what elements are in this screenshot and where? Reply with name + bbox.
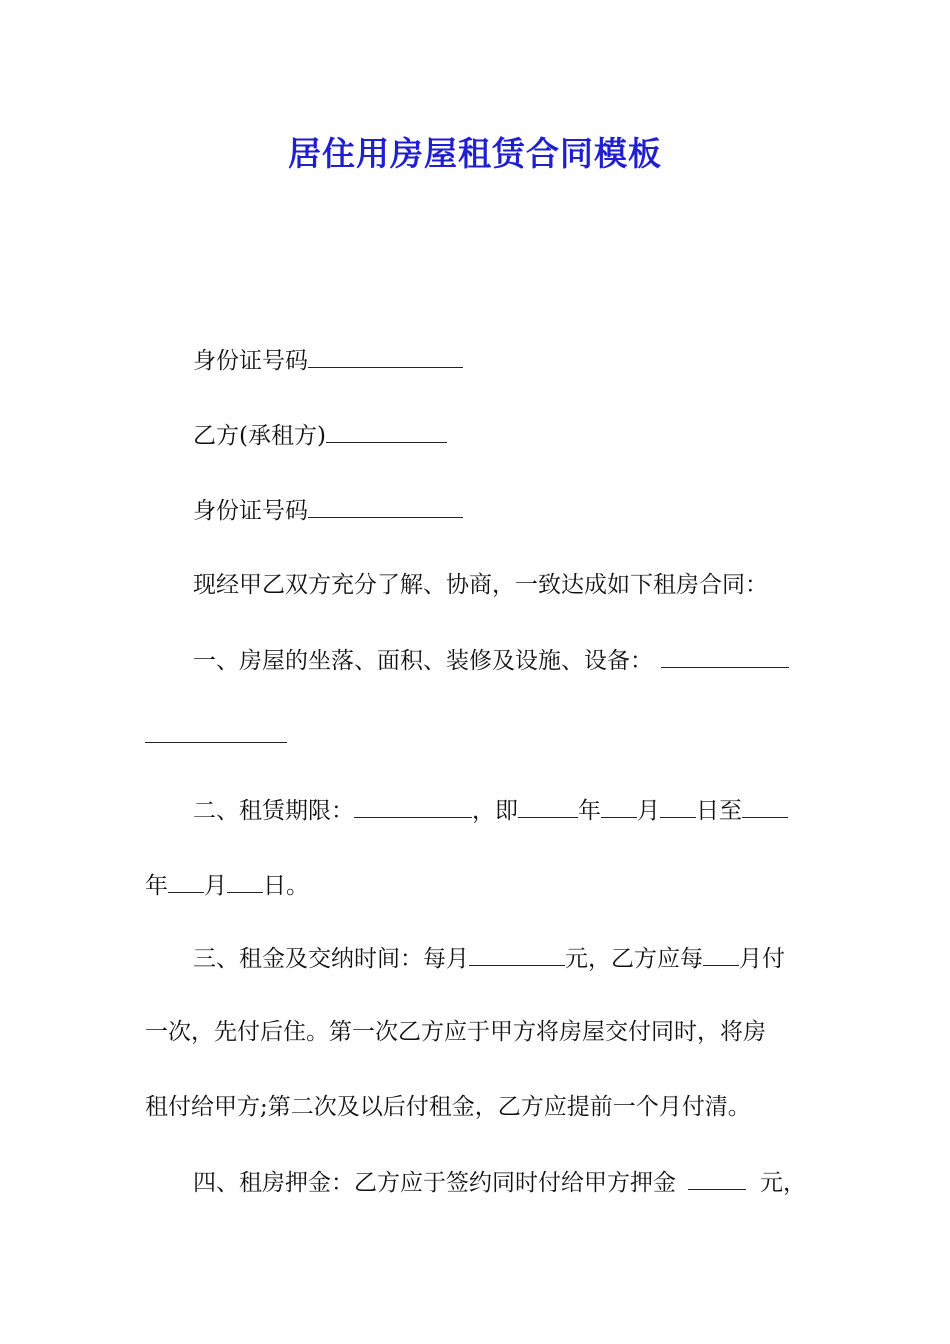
agreement-intro-text: 现经甲乙双方充分了解、协商，一致达成如下租房合同： bbox=[193, 572, 768, 598]
property-details-blank-2[interactable] bbox=[145, 720, 287, 743]
id-number-blank[interactable] bbox=[308, 345, 463, 368]
monthly-rent-blank[interactable] bbox=[469, 943, 565, 966]
document-title: 居住用房屋租赁合同模板 bbox=[288, 134, 662, 173]
start-day-blank[interactable] bbox=[660, 795, 696, 818]
payment-interval-blank[interactable] bbox=[703, 943, 739, 966]
clause-2-line bbox=[193, 795, 788, 826]
clause-3-continuation-1 bbox=[145, 1017, 766, 1047]
clause-2-label: 二、租赁期限： bbox=[193, 798, 354, 824]
id-number-line-1 bbox=[193, 345, 463, 376]
property-details-blank[interactable] bbox=[661, 645, 789, 668]
end-day-blank[interactable] bbox=[227, 870, 263, 893]
party-b-line bbox=[193, 420, 447, 451]
year-label: 年 bbox=[578, 798, 601, 824]
party-b-blank[interactable] bbox=[326, 420, 447, 443]
day-to-label: 日至 bbox=[696, 798, 742, 824]
clause-3-continuation-2 bbox=[145, 1092, 751, 1122]
end-month-blank[interactable] bbox=[168, 870, 204, 893]
lease-term-blank[interactable] bbox=[354, 795, 472, 818]
clause-3-yuan: 元，乙方应每 bbox=[565, 946, 703, 972]
clause-1-continuation bbox=[145, 720, 287, 751]
clause-3-label: 三、租金及交纳时间：每月 bbox=[193, 946, 469, 972]
clause-4-yuan: 元， bbox=[760, 1170, 806, 1196]
clause-3-line bbox=[193, 943, 785, 974]
id-number-label: 身份证号码 bbox=[193, 498, 308, 524]
party-b-label: 乙方(承租方) bbox=[193, 423, 326, 449]
year-label: 年 bbox=[145, 873, 168, 899]
day-end-label: 日。 bbox=[263, 873, 309, 899]
clause-1-text: 一、房屋的坐落、面积、装修及设施、设备： bbox=[193, 648, 653, 674]
clause-3-month-pay: 月付 bbox=[739, 946, 785, 972]
id-number-line-2 bbox=[193, 495, 463, 526]
clause-2-continuation bbox=[145, 870, 309, 901]
id-number-blank[interactable] bbox=[308, 495, 463, 518]
id-number-label: 身份证号码 bbox=[193, 348, 308, 374]
end-year-blank[interactable] bbox=[742, 795, 788, 818]
start-month-blank[interactable] bbox=[601, 795, 637, 818]
month-label: 月 bbox=[204, 873, 227, 899]
agreement-intro bbox=[193, 570, 768, 600]
clause-3-text-2: 一次，先付后住。第一次乙方应于甲方将房屋交付同时，将房 bbox=[145, 1019, 766, 1045]
month-label: 月 bbox=[637, 798, 660, 824]
start-year-blank[interactable] bbox=[518, 795, 578, 818]
clause-2-ie: ，即 bbox=[472, 798, 518, 824]
clause-4-line bbox=[193, 1167, 806, 1198]
clause-1-line bbox=[193, 645, 789, 676]
clause-4-label: 四、租房押金：乙方应于签约同时付给甲方押金 bbox=[193, 1170, 676, 1196]
deposit-blank[interactable] bbox=[688, 1167, 746, 1190]
clause-3-text-3: 租付给甲方;第二次及以后付租金，乙方应提前一个月付清。 bbox=[145, 1094, 751, 1120]
